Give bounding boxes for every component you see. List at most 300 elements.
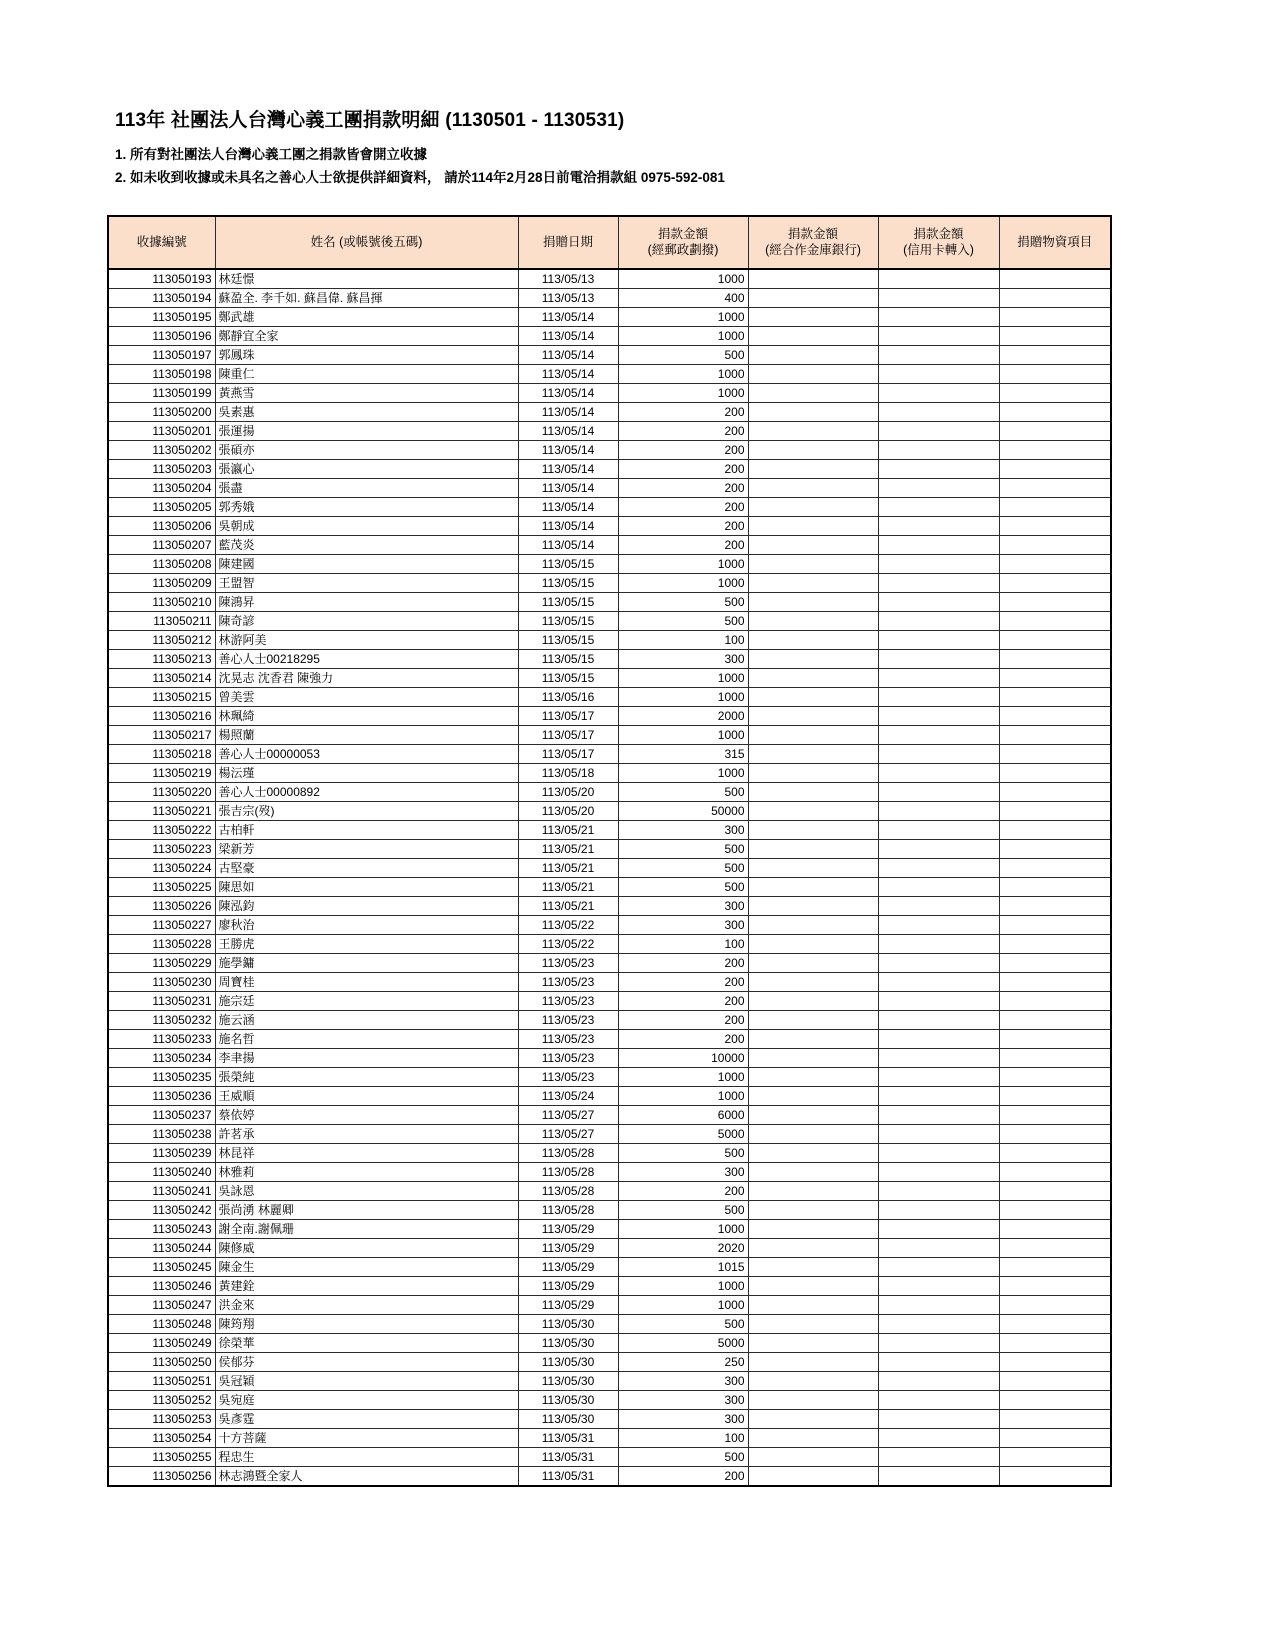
name-cell: 黃燕雪 [215, 383, 518, 402]
goods-cell [999, 839, 1111, 858]
name-cell: 梁新芳 [215, 839, 518, 858]
name-cell: 張吉宗(歿) [215, 801, 518, 820]
name-cell: 施名哲 [215, 1029, 518, 1048]
credit-amount-cell [878, 1143, 999, 1162]
goods-cell [999, 934, 1111, 953]
credit-amount-cell [878, 1086, 999, 1105]
credit-amount-cell [878, 782, 999, 801]
table-row [108, 307, 1111, 326]
table-row [108, 744, 1111, 763]
table-row [108, 1048, 1111, 1067]
receipt-cell: 113050240 [108, 1162, 215, 1181]
coop-amount-cell [748, 421, 878, 440]
goods-cell [999, 478, 1111, 497]
table-row [108, 1257, 1111, 1276]
table-row [108, 630, 1111, 649]
date-cell: 113/05/30 [518, 1333, 618, 1352]
table-row [108, 1181, 1111, 1200]
date-cell: 113/05/31 [518, 1428, 618, 1447]
coop-amount-cell [748, 1067, 878, 1086]
date-cell: 113/05/30 [518, 1409, 618, 1428]
date-cell: 113/05/24 [518, 1086, 618, 1105]
table-row [108, 554, 1111, 573]
table-row [108, 991, 1111, 1010]
coop-amount-cell [748, 1276, 878, 1295]
goods-cell [999, 288, 1111, 307]
table-row [108, 725, 1111, 744]
goods-cell [999, 706, 1111, 725]
coop-amount-cell [748, 611, 878, 630]
postal-amount-cell: 500 [618, 1143, 748, 1162]
name-cell: 陳奇諺 [215, 611, 518, 630]
postal-amount-cell: 1000 [618, 326, 748, 345]
table-row [108, 421, 1111, 440]
date-cell: 113/05/14 [518, 497, 618, 516]
name-cell: 吳彥霆 [215, 1409, 518, 1428]
receipt-cell: 113050242 [108, 1200, 215, 1219]
credit-amount-cell [878, 1447, 999, 1466]
table-row [108, 1010, 1111, 1029]
name-cell: 陳思如 [215, 877, 518, 896]
name-cell: 藍茂炎 [215, 535, 518, 554]
date-cell: 113/05/23 [518, 1010, 618, 1029]
goods-cell [999, 1219, 1111, 1238]
table-row [108, 687, 1111, 706]
date-cell: 113/05/29 [518, 1295, 618, 1314]
table-row [108, 763, 1111, 782]
coop-amount-cell [748, 554, 878, 573]
postal-amount-cell: 500 [618, 592, 748, 611]
credit-amount-cell [878, 1219, 999, 1238]
coop-amount-cell [748, 1409, 878, 1428]
name-cell: 善心人士00000053 [215, 744, 518, 763]
credit-amount-cell [878, 459, 999, 478]
credit-amount-cell [878, 801, 999, 820]
name-cell: 程忠生 [215, 1447, 518, 1466]
credit-amount-cell [878, 1466, 999, 1486]
name-cell: 王威順 [215, 1086, 518, 1105]
postal-amount-cell: 200 [618, 478, 748, 497]
table-row [108, 1067, 1111, 1086]
coop-amount-cell [748, 1124, 878, 1143]
date-cell: 113/05/14 [518, 383, 618, 402]
date-cell: 113/05/23 [518, 1029, 618, 1048]
date-cell: 113/05/22 [518, 915, 618, 934]
coop-amount-cell [748, 402, 878, 421]
goods-cell [999, 630, 1111, 649]
column-header-date: 捐贈日期 [518, 216, 618, 269]
date-cell: 113/05/20 [518, 801, 618, 820]
credit-amount-cell [878, 364, 999, 383]
goods-cell [999, 1029, 1111, 1048]
date-cell: 113/05/16 [518, 687, 618, 706]
postal-amount-cell: 200 [618, 516, 748, 535]
credit-amount-cell [878, 611, 999, 630]
goods-cell [999, 554, 1111, 573]
date-cell: 113/05/30 [518, 1371, 618, 1390]
date-cell: 113/05/30 [518, 1390, 618, 1409]
coop-amount-cell [748, 364, 878, 383]
table-row [108, 364, 1111, 383]
credit-amount-cell [878, 858, 999, 877]
table-row [108, 953, 1111, 972]
postal-amount-cell: 200 [618, 440, 748, 459]
name-cell: 陳金生 [215, 1257, 518, 1276]
coop-amount-cell [748, 592, 878, 611]
name-cell: 楊照蘭 [215, 725, 518, 744]
name-cell: 張盡 [215, 478, 518, 497]
goods-cell [999, 820, 1111, 839]
postal-amount-cell: 500 [618, 1314, 748, 1333]
postal-amount-cell: 1000 [618, 687, 748, 706]
postal-amount-cell: 1000 [618, 554, 748, 573]
column-header-postal: 捐款金額 (經郵政劃撥) [618, 216, 748, 269]
receipt-cell: 113050225 [108, 877, 215, 896]
receipt-cell: 113050197 [108, 345, 215, 364]
postal-amount-cell: 500 [618, 782, 748, 801]
table-row [108, 649, 1111, 668]
receipt-cell: 113050233 [108, 1029, 215, 1048]
coop-amount-cell [748, 1086, 878, 1105]
postal-amount-cell: 1000 [618, 364, 748, 383]
coop-amount-cell [748, 440, 878, 459]
table-row [108, 934, 1111, 953]
receipt-cell: 113050234 [108, 1048, 215, 1067]
credit-amount-cell [878, 307, 999, 326]
name-cell: 善心人士00000892 [215, 782, 518, 801]
credit-amount-cell [878, 630, 999, 649]
goods-cell [999, 1409, 1111, 1428]
postal-amount-cell: 400 [618, 288, 748, 307]
goods-cell [999, 1048, 1111, 1067]
coop-amount-cell [748, 307, 878, 326]
postal-amount-cell: 500 [618, 858, 748, 877]
coop-amount-cell [748, 782, 878, 801]
goods-cell [999, 421, 1111, 440]
receipt-cell: 113050196 [108, 326, 215, 345]
credit-amount-cell [878, 1257, 999, 1276]
coop-amount-cell [748, 725, 878, 744]
table-row [108, 345, 1111, 364]
credit-amount-cell [878, 725, 999, 744]
goods-cell [999, 972, 1111, 991]
goods-cell [999, 1143, 1111, 1162]
name-cell: 郭秀娥 [215, 497, 518, 516]
date-cell: 113/05/23 [518, 991, 618, 1010]
receipt-cell: 113050205 [108, 497, 215, 516]
receipt-cell: 113050217 [108, 725, 215, 744]
receipt-cell: 113050207 [108, 535, 215, 554]
table-row [108, 573, 1111, 592]
name-cell: 林珮綺 [215, 706, 518, 725]
receipt-cell: 113050249 [108, 1333, 215, 1352]
credit-amount-cell [878, 573, 999, 592]
receipt-cell: 113050224 [108, 858, 215, 877]
credit-amount-cell [878, 1200, 999, 1219]
table-row [108, 1295, 1111, 1314]
coop-amount-cell [748, 1333, 878, 1352]
table-row [108, 1124, 1111, 1143]
credit-amount-cell [878, 1162, 999, 1181]
coop-amount-cell [748, 991, 878, 1010]
coop-amount-cell [748, 516, 878, 535]
postal-amount-cell: 2020 [618, 1238, 748, 1257]
goods-cell [999, 573, 1111, 592]
postal-amount-cell: 50000 [618, 801, 748, 820]
date-cell: 113/05/30 [518, 1352, 618, 1371]
name-cell: 陳泓鈞 [215, 896, 518, 915]
name-cell: 鄭靜宜全家 [215, 326, 518, 345]
postal-amount-cell: 1000 [618, 668, 748, 687]
goods-cell [999, 1276, 1111, 1295]
name-cell: 王盟智 [215, 573, 518, 592]
credit-amount-cell [878, 421, 999, 440]
name-cell: 王勝虎 [215, 934, 518, 953]
name-cell: 張運揚 [215, 421, 518, 440]
coop-amount-cell [748, 535, 878, 554]
name-cell: 楊沄瑾 [215, 763, 518, 782]
postal-amount-cell: 1000 [618, 1067, 748, 1086]
name-cell: 陳建國 [215, 554, 518, 573]
coop-amount-cell [748, 858, 878, 877]
coop-amount-cell [748, 1295, 878, 1314]
receipt-cell: 113050210 [108, 592, 215, 611]
coop-amount-cell [748, 668, 878, 687]
table-row [108, 611, 1111, 630]
coop-amount-cell [748, 839, 878, 858]
table-row [108, 326, 1111, 345]
credit-amount-cell [878, 326, 999, 345]
table-row [108, 1428, 1111, 1447]
coop-amount-cell [748, 1219, 878, 1238]
name-cell: 吳宛庭 [215, 1390, 518, 1409]
postal-amount-cell: 300 [618, 1409, 748, 1428]
name-cell: 善心人士00218295 [215, 649, 518, 668]
postal-amount-cell: 200 [618, 497, 748, 516]
goods-cell [999, 516, 1111, 535]
date-cell: 113/05/20 [518, 782, 618, 801]
goods-cell [999, 858, 1111, 877]
postal-amount-cell: 200 [618, 1029, 748, 1048]
goods-cell [999, 440, 1111, 459]
name-cell: 謝全南.謝佩珊 [215, 1219, 518, 1238]
postal-amount-cell: 1000 [618, 725, 748, 744]
column-header-credit: 捐款金額 (信用卡轉入) [878, 216, 999, 269]
note-contact-info: 2. 如未收到收據或未具名之善心人士欲提供詳細資料， 請於114年2月28日前電洽捐款組 0975-592-081 [115, 169, 725, 185]
postal-amount-cell: 300 [618, 1162, 748, 1181]
credit-amount-cell [878, 1314, 999, 1333]
table-row [108, 459, 1111, 478]
name-cell: 林廷憬 [215, 269, 518, 289]
name-cell: 陳筠翔 [215, 1314, 518, 1333]
credit-amount-cell [878, 1067, 999, 1086]
date-cell: 113/05/15 [518, 668, 618, 687]
receipt-cell: 113050219 [108, 763, 215, 782]
date-cell: 113/05/21 [518, 839, 618, 858]
name-cell: 陳修威 [215, 1238, 518, 1257]
name-cell: 林雅莉 [215, 1162, 518, 1181]
coop-amount-cell [748, 1238, 878, 1257]
table-header [108, 216, 1111, 269]
table-row [108, 1466, 1111, 1486]
postal-amount-cell: 1000 [618, 573, 748, 592]
date-cell: 113/05/23 [518, 953, 618, 972]
date-cell: 113/05/29 [518, 1257, 618, 1276]
receipt-cell: 113050220 [108, 782, 215, 801]
table-row [108, 1200, 1111, 1219]
date-cell: 113/05/15 [518, 611, 618, 630]
table-row [108, 1447, 1111, 1466]
name-cell: 許茗承 [215, 1124, 518, 1143]
date-cell: 113/05/21 [518, 877, 618, 896]
credit-amount-cell [878, 744, 999, 763]
coop-amount-cell [748, 1162, 878, 1181]
goods-cell [999, 668, 1111, 687]
column-header-goods: 捐贈物資項目 [999, 216, 1111, 269]
postal-amount-cell: 200 [618, 402, 748, 421]
date-cell: 113/05/14 [518, 364, 618, 383]
date-cell: 113/05/23 [518, 1067, 618, 1086]
credit-amount-cell [878, 402, 999, 421]
date-cell: 113/05/21 [518, 820, 618, 839]
goods-cell [999, 1371, 1111, 1390]
coop-amount-cell [748, 1352, 878, 1371]
goods-cell [999, 459, 1111, 478]
credit-amount-cell [878, 991, 999, 1010]
name-cell: 洪金來 [215, 1295, 518, 1314]
receipt-cell: 113050238 [108, 1124, 215, 1143]
coop-amount-cell [748, 649, 878, 668]
goods-cell [999, 1086, 1111, 1105]
receipt-cell: 113050222 [108, 820, 215, 839]
goods-cell [999, 915, 1111, 934]
table-row [108, 516, 1111, 535]
date-cell: 113/05/17 [518, 706, 618, 725]
table-row [108, 801, 1111, 820]
date-cell: 113/05/13 [518, 288, 618, 307]
goods-cell [999, 991, 1111, 1010]
receipt-cell: 113050248 [108, 1314, 215, 1333]
credit-amount-cell [878, 649, 999, 668]
table-row [108, 1162, 1111, 1181]
postal-amount-cell: 6000 [618, 1105, 748, 1124]
credit-amount-cell [878, 1124, 999, 1143]
receipt-cell: 113050252 [108, 1390, 215, 1409]
date-cell: 113/05/23 [518, 1048, 618, 1067]
receipt-cell: 113050256 [108, 1466, 215, 1486]
credit-amount-cell [878, 592, 999, 611]
receipt-cell: 113050206 [108, 516, 215, 535]
credit-amount-cell [878, 1409, 999, 1428]
table-row [108, 592, 1111, 611]
coop-amount-cell [748, 1371, 878, 1390]
receipt-cell: 113050229 [108, 953, 215, 972]
coop-amount-cell [748, 763, 878, 782]
goods-cell [999, 364, 1111, 383]
coop-amount-cell [748, 801, 878, 820]
receipt-cell: 113050230 [108, 972, 215, 991]
postal-amount-cell: 300 [618, 649, 748, 668]
column-header-receipt: 收據編號 [108, 216, 215, 269]
goods-cell [999, 1105, 1111, 1124]
name-cell: 施學鏞 [215, 953, 518, 972]
table-row [108, 478, 1111, 497]
date-cell: 113/05/28 [518, 1200, 618, 1219]
postal-amount-cell: 500 [618, 877, 748, 896]
date-cell: 113/05/31 [518, 1466, 618, 1486]
goods-cell [999, 1390, 1111, 1409]
coop-amount-cell [748, 459, 878, 478]
goods-cell [999, 1352, 1111, 1371]
table-row [108, 706, 1111, 725]
goods-cell [999, 1295, 1111, 1314]
receipt-cell: 113050198 [108, 364, 215, 383]
receipt-cell: 113050254 [108, 1428, 215, 1447]
receipt-cell: 113050216 [108, 706, 215, 725]
table-row [108, 1371, 1111, 1390]
goods-cell [999, 1447, 1111, 1466]
receipt-cell: 113050235 [108, 1067, 215, 1086]
date-cell: 113/05/14 [518, 345, 618, 364]
postal-amount-cell: 1000 [618, 1276, 748, 1295]
credit-amount-cell [878, 554, 999, 573]
postal-amount-cell: 1000 [618, 1219, 748, 1238]
name-cell: 蘇盈全. 李千如. 蘇昌偉. 蘇昌揮 [215, 288, 518, 307]
table-row [108, 1238, 1111, 1257]
credit-amount-cell [878, 345, 999, 364]
table-row [108, 1333, 1111, 1352]
name-cell: 曾美雲 [215, 687, 518, 706]
postal-amount-cell: 300 [618, 820, 748, 839]
credit-amount-cell [878, 288, 999, 307]
coop-amount-cell [748, 630, 878, 649]
receipt-cell: 113050228 [108, 934, 215, 953]
date-cell: 113/05/14 [518, 402, 618, 421]
receipt-cell: 113050223 [108, 839, 215, 858]
postal-amount-cell: 200 [618, 1181, 748, 1200]
name-cell: 古堅豪 [215, 858, 518, 877]
goods-cell [999, 1428, 1111, 1447]
date-cell: 113/05/14 [518, 421, 618, 440]
table-row [108, 782, 1111, 801]
name-cell: 吳朝成 [215, 516, 518, 535]
goods-cell [999, 1010, 1111, 1029]
goods-cell [999, 1257, 1111, 1276]
goods-cell [999, 497, 1111, 516]
date-cell: 113/05/13 [518, 269, 618, 289]
credit-amount-cell [878, 934, 999, 953]
date-cell: 113/05/15 [518, 649, 618, 668]
coop-amount-cell [748, 1010, 878, 1029]
date-cell: 113/05/22 [518, 934, 618, 953]
receipt-cell: 113050232 [108, 1010, 215, 1029]
table-row [108, 1219, 1111, 1238]
date-cell: 113/05/27 [518, 1124, 618, 1143]
credit-amount-cell [878, 668, 999, 687]
credit-amount-cell [878, 1428, 999, 1447]
credit-amount-cell [878, 1390, 999, 1409]
receipt-cell: 113050251 [108, 1371, 215, 1390]
receipt-cell: 113050244 [108, 1238, 215, 1257]
receipt-cell: 113050204 [108, 478, 215, 497]
table-row [108, 1390, 1111, 1409]
goods-cell [999, 687, 1111, 706]
goods-cell [999, 1238, 1111, 1257]
credit-amount-cell [878, 1352, 999, 1371]
name-cell: 陳重仁 [215, 364, 518, 383]
receipt-cell: 113050221 [108, 801, 215, 820]
name-cell: 李聿揚 [215, 1048, 518, 1067]
